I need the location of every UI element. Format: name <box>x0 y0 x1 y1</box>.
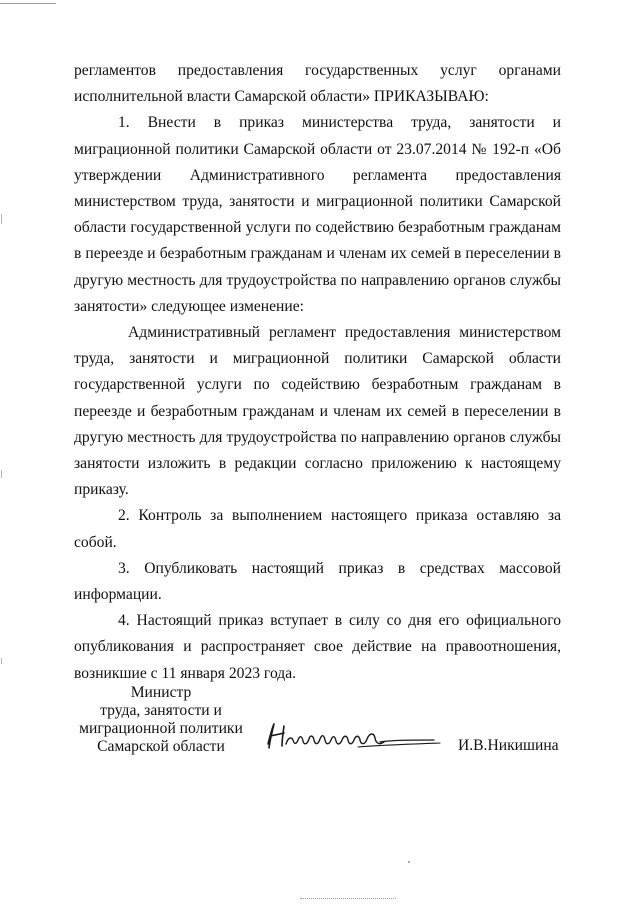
signatory-name: И.В.Никишина <box>458 737 559 754</box>
signatory-title-line: труда, занятости и <box>100 702 222 719</box>
scan-top-rule <box>0 3 56 4</box>
signatory-title-line: Самарской области <box>97 738 225 755</box>
handwritten-signature <box>262 718 442 758</box>
order-paragraph-amendment: Административный регламент предоставления министерством труда, занятости и миграционной политики Самарской области государственной услуги по содействию безработным гражданам в переезде и безработным гражданам и членам их семей в переселении в другую местность для трудоустройства по направлению органов службы занятости изложить в редакции согласно приложению к настоящему приказу. <box>74 324 561 499</box>
order-body <box>74 58 561 687</box>
order-paragraph-intro: регламентов предоставления государственных услуг органами исполнительной власти Самарской области» ПРИКАЗЫВАЮ: <box>74 62 561 106</box>
scan-edge-mark <box>1 214 2 224</box>
scan-edge-mark <box>1 658 2 664</box>
order-paragraph-item-4: 4. Настоящий приказ вступает в силу со дня его официального опубликования и распространяет свое действие на правоотношения, возникшие с 11 января 2023 года. <box>74 612 561 682</box>
scan-speck <box>408 861 410 863</box>
order-paragraph-item-3: 3. Опубликовать настоящий приказ в средствах массовой информации. <box>74 559 561 604</box>
signatory-title-block <box>76 684 246 756</box>
order-paragraph-item-1: 1. Внести в приказ министерства труда, занятости и миграционной политики Самарской области от 23.07.2014 № 192-п «Об утверждении Административного регламента предоставления министерством труда, занятости и миграционной политики Самарской области государственной услуги по содействию безработным гражданам в переезде и безработным гражданам и членам их семей в переселении в другую местность для трудоустройства по направлению органов службы занятости» следующее изменение: <box>74 114 561 315</box>
scan-bottom-dots <box>300 898 396 899</box>
order-paragraph-item-2: 2. Контроль за выполнением настоящего приказа оставляю за собой. <box>74 507 561 551</box>
scan-edge-mark <box>1 470 2 478</box>
signatory-title-line: Министр <box>130 684 192 701</box>
signatory-title-line: миграционной политики <box>79 720 243 737</box>
